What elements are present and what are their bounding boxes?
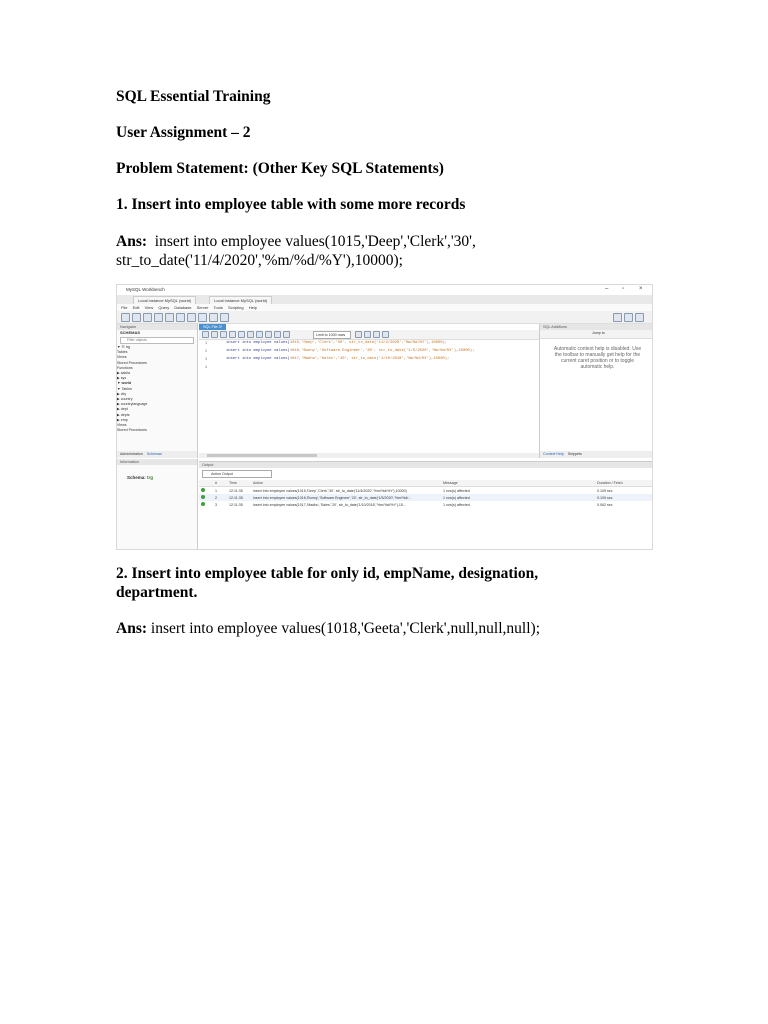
toggle-continue-icon[interactable] xyxy=(256,331,263,338)
line-number: 3 xyxy=(205,357,208,361)
menu-database[interactable]: Database xyxy=(174,305,192,310)
message-cell: 1 row(s) affected xyxy=(443,488,470,493)
tab-snippets[interactable]: Snippets xyxy=(567,452,582,456)
context-help-text: Automatic context help is disabled. Use the toolbar to manually get help for the current caret position or to toggle automatic help. xyxy=(553,346,642,370)
settings-icon[interactable] xyxy=(613,313,622,322)
answer-2-text: insert into employee values(1018,'Geeta','Clerk',null,null,null); xyxy=(150,620,541,637)
create-schema-icon[interactable] xyxy=(154,313,163,322)
menu-server[interactable]: Server xyxy=(196,305,209,310)
schema-value: trg xyxy=(147,475,154,480)
save-icon[interactable] xyxy=(211,331,218,338)
menu-edit[interactable]: Edit xyxy=(132,305,140,310)
success-icon xyxy=(201,502,205,506)
create-table-icon[interactable] xyxy=(165,313,174,322)
menu-file[interactable]: File xyxy=(121,305,128,310)
stop-icon[interactable] xyxy=(247,331,254,338)
open-file-icon[interactable] xyxy=(202,331,209,338)
question-2-line1: 2. Insert into employee table for only id, empName, designation, xyxy=(116,565,539,582)
schema-tree xyxy=(117,345,197,433)
information-panel xyxy=(117,459,198,549)
new-query-icon[interactable] xyxy=(121,313,130,322)
navigator-header: Navigator xyxy=(117,324,197,330)
rollback-icon[interactable] xyxy=(274,331,281,338)
num-cell: 2 xyxy=(213,494,227,501)
connection-tabs xyxy=(117,295,652,304)
time-cell: 12:11:35 xyxy=(227,494,251,501)
help-toolbar xyxy=(540,330,653,339)
schema-info xyxy=(117,465,197,480)
answer-2 xyxy=(116,619,656,638)
workbench-screenshot xyxy=(116,284,653,550)
tree-item[interactable]: ▶ dept xyxy=(117,407,128,412)
tree-item[interactable]: ▼ world xyxy=(117,381,132,386)
status-cell xyxy=(199,501,213,508)
menu-help[interactable]: Help xyxy=(248,305,257,310)
menu-view[interactable]: View xyxy=(144,305,154,310)
tree-item[interactable]: ▼ Tables xyxy=(117,386,132,391)
message-cell: 1 row(s) affected xyxy=(443,502,470,507)
col-action: Action xyxy=(251,480,441,487)
navigator-tabs xyxy=(117,451,197,458)
code-values: 1017,'Madhu','Sales','20', str_to_date('1/10/2018','%m/%d/%Y'),15000); xyxy=(289,357,450,361)
toggle-sidebar-icon[interactable] xyxy=(624,313,633,322)
invisible-chars-icon[interactable] xyxy=(373,331,380,338)
col-message: Message xyxy=(441,480,595,487)
jump-to-select[interactable]: Jump to xyxy=(592,331,605,335)
tree-item[interactable]: Views xyxy=(117,355,127,360)
main-toolbar xyxy=(117,311,652,324)
menu-tools[interactable]: Tools xyxy=(213,305,223,310)
sql-editor xyxy=(199,324,539,458)
duration-cell: 0.109 sec xyxy=(595,494,652,501)
help-tabs xyxy=(540,451,653,458)
menu-bar xyxy=(117,304,652,311)
schemas-label: SCHEMAS xyxy=(120,330,141,335)
window-title: MySQL Workbench xyxy=(126,287,165,292)
sql-additions-panel xyxy=(539,324,653,458)
num-cell: 3 xyxy=(215,502,217,507)
tree-item[interactable]: Tables xyxy=(117,350,128,355)
answer-1-line1: insert into employee values(1015,'Deep','Clerk','30', xyxy=(154,233,476,250)
line-number: 1 xyxy=(205,341,208,345)
course-title: SQL Essential Training xyxy=(116,88,271,105)
tree-item[interactable]: Stored Procedures xyxy=(117,428,147,433)
execute-current-icon[interactable] xyxy=(229,331,236,338)
question-1: 1. Insert into employee table with some more records xyxy=(116,196,466,213)
tree-item[interactable]: ▶ sakila xyxy=(117,371,130,376)
answer-1-label: Ans: xyxy=(116,233,148,250)
code-line xyxy=(226,357,449,361)
beautify-icon[interactable] xyxy=(355,331,362,338)
line-number: 4 xyxy=(205,365,208,369)
toggle-output-icon[interactable] xyxy=(635,313,644,322)
time-cell: 12:11:35 xyxy=(229,502,243,507)
navigator-panel xyxy=(117,324,198,458)
code-line xyxy=(226,341,447,345)
execute-icon[interactable] xyxy=(220,331,227,338)
tree-item[interactable]: Views xyxy=(117,423,127,428)
create-procedure-icon[interactable] xyxy=(187,313,196,322)
maximize-icon[interactable]: ▫ xyxy=(622,286,625,292)
editor-toolbar xyxy=(199,330,539,340)
window-titlebar xyxy=(117,285,652,295)
create-function-icon[interactable] xyxy=(198,313,207,322)
action-cell: insert into employee values(1016,'Bunny','Software Engineer','20', str_to_date('1/5/2020','%m/%d/... xyxy=(251,494,441,501)
table-row[interactable] xyxy=(199,487,652,495)
tree-item[interactable]: ▼ ☷ trg xyxy=(117,345,130,349)
tree-item[interactable]: Functions xyxy=(117,365,133,370)
commit-icon[interactable] xyxy=(265,331,272,338)
autocommit-icon[interactable] xyxy=(283,331,290,338)
col-time: Time xyxy=(227,480,251,487)
tree-item[interactable]: ▶ emp xyxy=(117,417,128,422)
open-script-icon[interactable] xyxy=(132,313,141,322)
line-number: 2 xyxy=(205,349,208,353)
tree-item[interactable]: ▶ countrylanguage xyxy=(117,402,148,407)
num-cell: 1 xyxy=(215,488,217,493)
information-header: Information xyxy=(117,459,197,465)
col-duration: Duration / Fetch xyxy=(595,480,652,487)
duration-cell: 0.062 sec xyxy=(597,502,613,507)
schema-label: Schema: xyxy=(127,475,146,480)
tab-schemas[interactable]: Schemas xyxy=(146,452,162,456)
menu-query[interactable]: Query xyxy=(158,305,170,310)
col-num: # xyxy=(213,480,227,487)
table-row[interactable] xyxy=(199,501,652,508)
editor-tab[interactable]: SQL File 3* xyxy=(199,324,226,330)
sql-additions-header: SQL Additions xyxy=(540,324,653,330)
tree-item[interactable]: ▶ city xyxy=(117,391,127,396)
search-table-icon[interactable] xyxy=(209,313,218,322)
connection-tab-2[interactable]: Local instance MySQL (world) xyxy=(209,296,272,305)
tree-item[interactable]: ▶ depts xyxy=(117,412,130,417)
output-panel xyxy=(199,461,652,550)
assignment-title: User Assignment – 2 xyxy=(116,124,251,141)
tree-item[interactable]: ▶ sys xyxy=(117,376,127,381)
answer-1 xyxy=(116,232,656,270)
limit-select[interactable]: Limit to 1000 rows xyxy=(313,331,351,339)
answer-2-label: Ans: xyxy=(116,620,148,637)
code-values: 1015,'Deep','Clerk','30', str_to_date('11/4/2020','%m/%d/%Y'),10000); xyxy=(289,341,448,345)
table-row[interactable] xyxy=(199,494,652,501)
connection-tab-1[interactable]: Local instance MySQL (world) xyxy=(133,296,196,305)
question-2-line2: department. xyxy=(116,584,198,601)
tab-context-help[interactable]: Context Help xyxy=(543,452,564,456)
output-type-select[interactable]: Action Output xyxy=(202,470,272,478)
action-cell: insert into employee values(1017,'Madhu','Sales','20', str_to_date('1/10/2018','%m/%d/%Y'),15... xyxy=(253,502,406,507)
tree-item[interactable]: ▶ country xyxy=(117,397,133,402)
code-line xyxy=(226,349,474,353)
action-cell: insert into employee values(1015,'Deep','Clerk','30', str_to_date('11/4/2020','%m/%d/%Y'),10000) xyxy=(253,488,407,493)
scrollbar-thumb[interactable] xyxy=(207,454,317,457)
explain-icon[interactable] xyxy=(238,331,245,338)
find-icon[interactable] xyxy=(364,331,371,338)
output-table xyxy=(199,480,652,508)
output-header: Output xyxy=(199,462,652,468)
time-cell: 12:11:35 xyxy=(229,488,243,493)
code-keyword: insert into employee values( xyxy=(226,341,290,345)
tab-administration[interactable]: Administration xyxy=(120,452,143,456)
wrap-icon[interactable] xyxy=(382,331,389,338)
success-icon xyxy=(201,488,205,492)
success-icon xyxy=(201,495,205,499)
code-values: 1016,'Bunny','Software Engineer','20', str_to_date('1/5/2020','%m/%d/%Y'),25000); xyxy=(289,349,475,353)
duration-cell: 0.109 sec xyxy=(597,488,613,493)
message-cell: 1 row(s) affected xyxy=(441,494,595,501)
inspector-icon[interactable] xyxy=(143,313,152,322)
close-icon[interactable]: × xyxy=(639,286,643,292)
editor-scrollbar[interactable] xyxy=(199,453,539,458)
code-keyword: insert into employee values( xyxy=(226,357,290,361)
reconnect-icon[interactable] xyxy=(220,313,229,322)
status-cell xyxy=(199,487,213,495)
create-view-icon[interactable] xyxy=(176,313,185,322)
problem-statement: Problem Statement: (Other Key SQL Statements) xyxy=(116,160,444,177)
menu-scripting[interactable]: Scripting xyxy=(228,305,244,310)
answer-1-line2: str_to_date('11/4/2020','%m/%d/%Y'),10000); xyxy=(116,252,403,269)
tree-item[interactable]: Stored Procedures xyxy=(117,360,147,365)
minimize-icon[interactable]: – xyxy=(605,286,609,292)
status-cell xyxy=(199,494,213,501)
filter-input[interactable]: Filter objects xyxy=(120,337,194,344)
code-keyword: insert into employee values( xyxy=(226,349,290,353)
